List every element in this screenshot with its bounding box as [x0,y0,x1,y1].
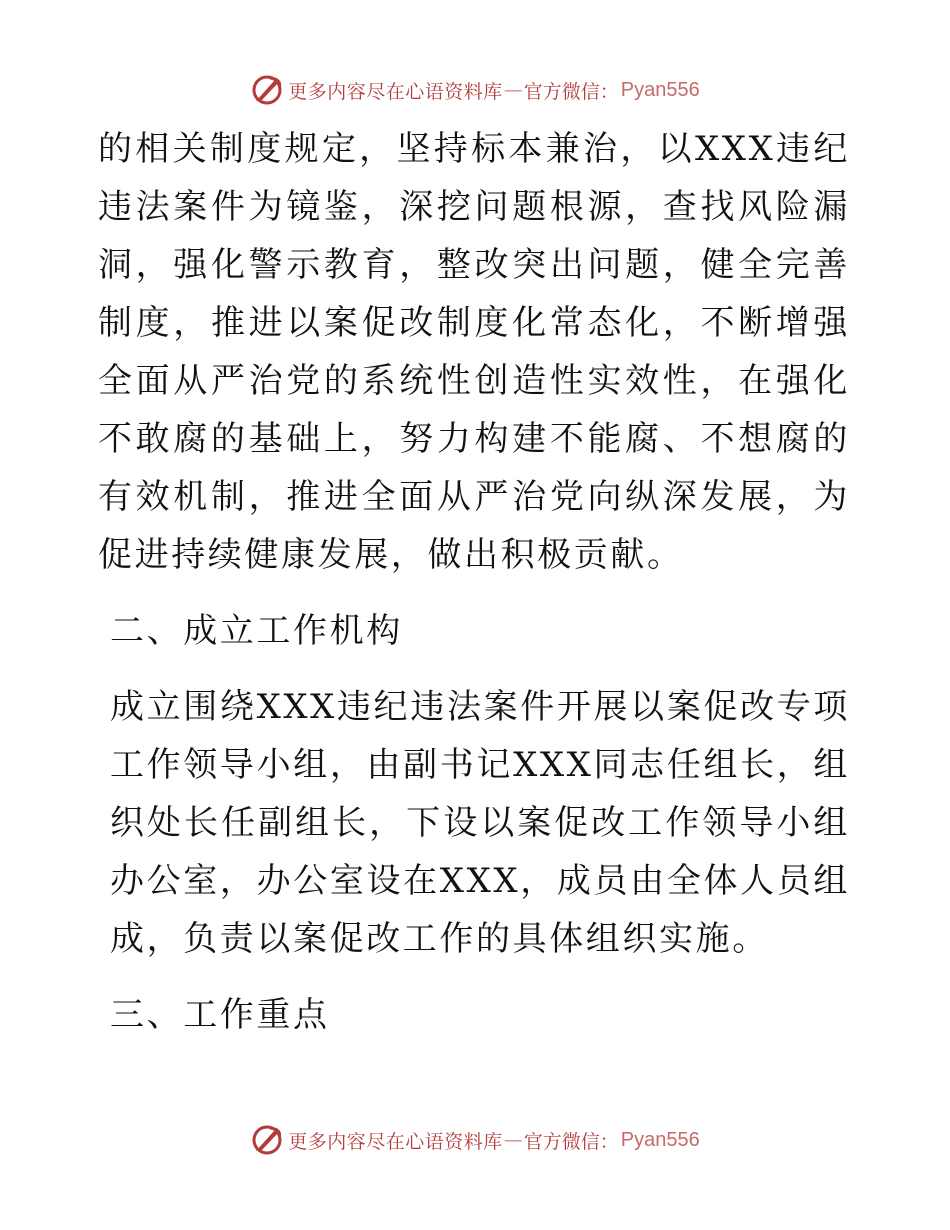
quill-logo-icon [250,1123,284,1157]
paragraph-2: 成立围绕XXX违纪违法案件开展以案促改专项工作领导小组，由副书记XXX同志任组长，组织处长任副组长，下设以案促改工作领导小组办公室，办公室设在XXX，成员由全体人员组成，负责以案促改工作的具体组织实施。 [110,687,850,959]
banner-wechat-id: Pyan556 [620,78,700,101]
banner-title: 更多内容尽在心语资料库 [288,1130,503,1153]
footer-banner [0,1120,950,1160]
quill-logo-icon [250,73,284,107]
banner-subtitle: 官方微信： [523,1130,619,1153]
section-heading-2: 二、成立工作机构 [110,611,403,651]
section-heading-3: 三、工作重点 [110,995,330,1035]
banner-separator: — [503,1129,523,1151]
banner-title: 更多内容尽在心语资料库 [288,80,503,103]
header-banner [0,70,950,110]
banner-subtitle: 官方微信： [523,80,619,103]
banner-separator: — [503,79,523,101]
banner-wechat-id: Pyan556 [620,1128,700,1151]
document-body [98,120,850,1044]
paragraph-1: 的相关制度规定，坚持标本兼治，以XXX违纪违法案件为镜鉴，深挖问题根源，查找风险漏洞，强化警示教育，整改突出问题，健全完善制度，推进以案促改制度化常态化，不断增强全面从严治党的系统性创造性实效性，在强化不敢腐的基础上，努力构建不能腐、不想腐的有效机制，推进全面从严治党向纵深发展，为促进持续健康发展，做出积极贡献。 [98,129,850,575]
